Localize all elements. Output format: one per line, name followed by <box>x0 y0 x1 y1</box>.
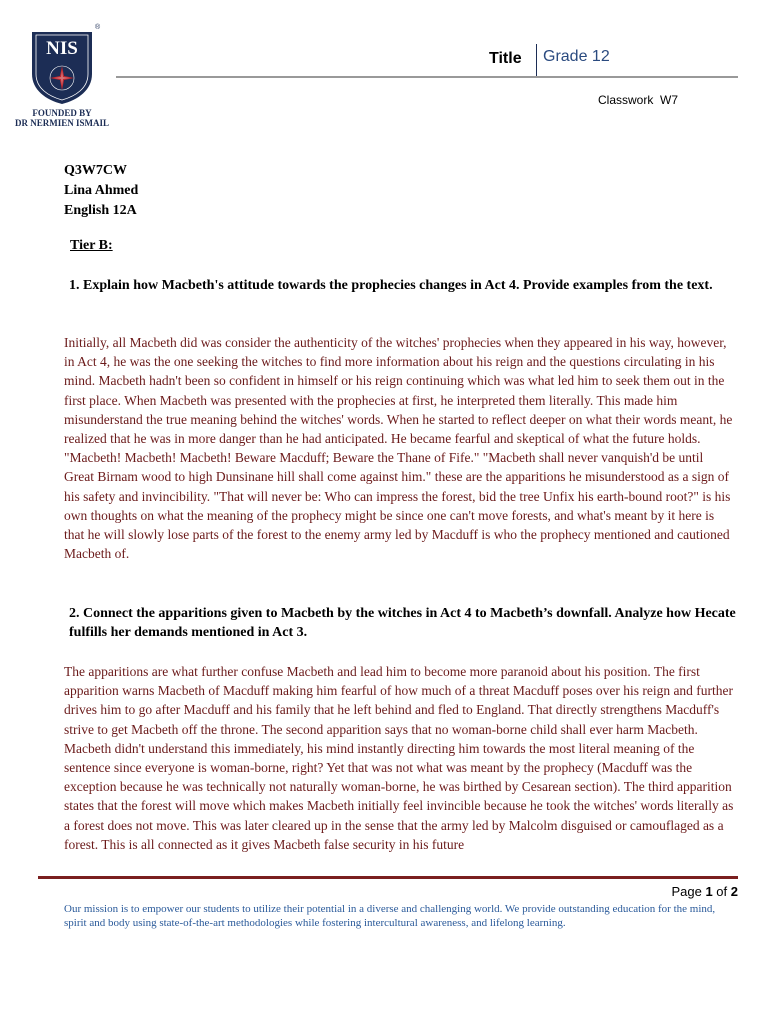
grade-label: Grade 12 <box>543 48 610 65</box>
student-info <box>64 161 138 221</box>
course-name: English 12A <box>64 203 137 218</box>
page-number <box>671 884 738 899</box>
student-name: Lina Ahmed <box>64 183 139 198</box>
founded-by <box>10 108 114 128</box>
title-separator <box>536 44 537 78</box>
mission-statement: Our mission is to empower our students to utilize their potential in a diverse and challenging world. We provide outstanding education for the mind, spirit and body using state-of-the-art methodologies while fostering intercultural awareness, and lifelong learning. <box>64 903 716 929</box>
question-1: 1. Explain how Macbeth's attitude towards the prophecies changes in Act 4. Provide examples from the text. <box>69 278 713 293</box>
page-total: 2 <box>730 884 738 899</box>
assignment-code: Q3W7CW <box>64 163 127 178</box>
founded-line-1: FOUNDED BY <box>32 108 92 118</box>
classwork-label: Classwork W7 <box>598 93 679 107</box>
header-rule <box>116 76 738 78</box>
question-2: 2. Connect the apparitions given to Macbeth by the witches in Act 4 to Macbeth’s downfall. Analyze how Hecate fulfills her demands mentioned in Act 3. <box>69 606 736 640</box>
page-current: 1 <box>705 884 713 899</box>
nis-logo <box>30 30 94 106</box>
answer-1: Initially, all Macbeth did was consider the authenticity of the witches' prophecies when they appeared in his way, however, in Act 4, he was the one seeking the witches to find more information about his reign and the questions circulating in his mind. Macbeth hadn't been so confident in himself or his reign continuing which was what led him to seek them out in the first place. When Macbeth was presented with the prophecies at first, he interpreted them literally. This made him misunderstand the true meaning behind the witches' words. When he started to reflect deeper on what their words meant, he realized that he was in more danger than he had anticipated. He became fearful and skeptical of what the future holds. "Macbeth! Macbeth! Macbeth! Beware Macduff; Beware the Thane of Fife." "Macbeth shall never vanquish'd be until Great Birnam wood to high Dunsinane hill shall come against him." these are the apparitions he misunderstood as a sign of his safety and invincibility. "That will never be: Who can impress the forest, bid the tree Unfix his earth-bound root?" is his own thoughts on what the meaning of the prophecy might be since one can't move forests, and what's meant by it here is that he will slowly lose parts of the forest to the enemy army led by Macduff is who the prophecy mentioned and cautioned Macbeth of. <box>64 335 733 562</box>
tier-heading: Tier B: <box>70 238 113 253</box>
title-label: Title <box>489 50 522 67</box>
answer-2: The apparitions are what further confuse Macbeth and lead him to become more paranoid about his position. The first apparition warns Macbeth of Macduff making him fearful of how much of a threat Macduff poses over his reign and further drives him to go after Macduff and his family that he left behind and fled to England. That directly strengthens Macduff's strive to get Macbeth off the throne. The second apparition says that no woman-borne child shall ever harm Macbeth. Macbeth didn't understand this immediately, his mind instantly directing him towards the most literal meaning of the sentence since everyone is woman-borne, right? Yet that was not what was meant by the prophecy (Macduff was the exception because he was technically not naturally woman-borne, he was birthed by Cesarean section). The third apparition states that the forest will move which makes Macbeth initially feel invincible because he took the witches' words literally as a forest does not move. This was later cleared up in the sense that the army led by Malcolm disguised or camouflaged as a forest. This is all connected as it gives Macbeth false security in his future <box>64 664 734 852</box>
logo-text: NIS <box>46 38 78 59</box>
founded-line-2: DR NERMIEN ISMAIL <box>14 118 109 128</box>
footer-rule <box>38 876 738 879</box>
registered-mark: ® <box>95 24 101 31</box>
page-of: of <box>712 884 731 899</box>
page-label: Page <box>671 884 706 899</box>
